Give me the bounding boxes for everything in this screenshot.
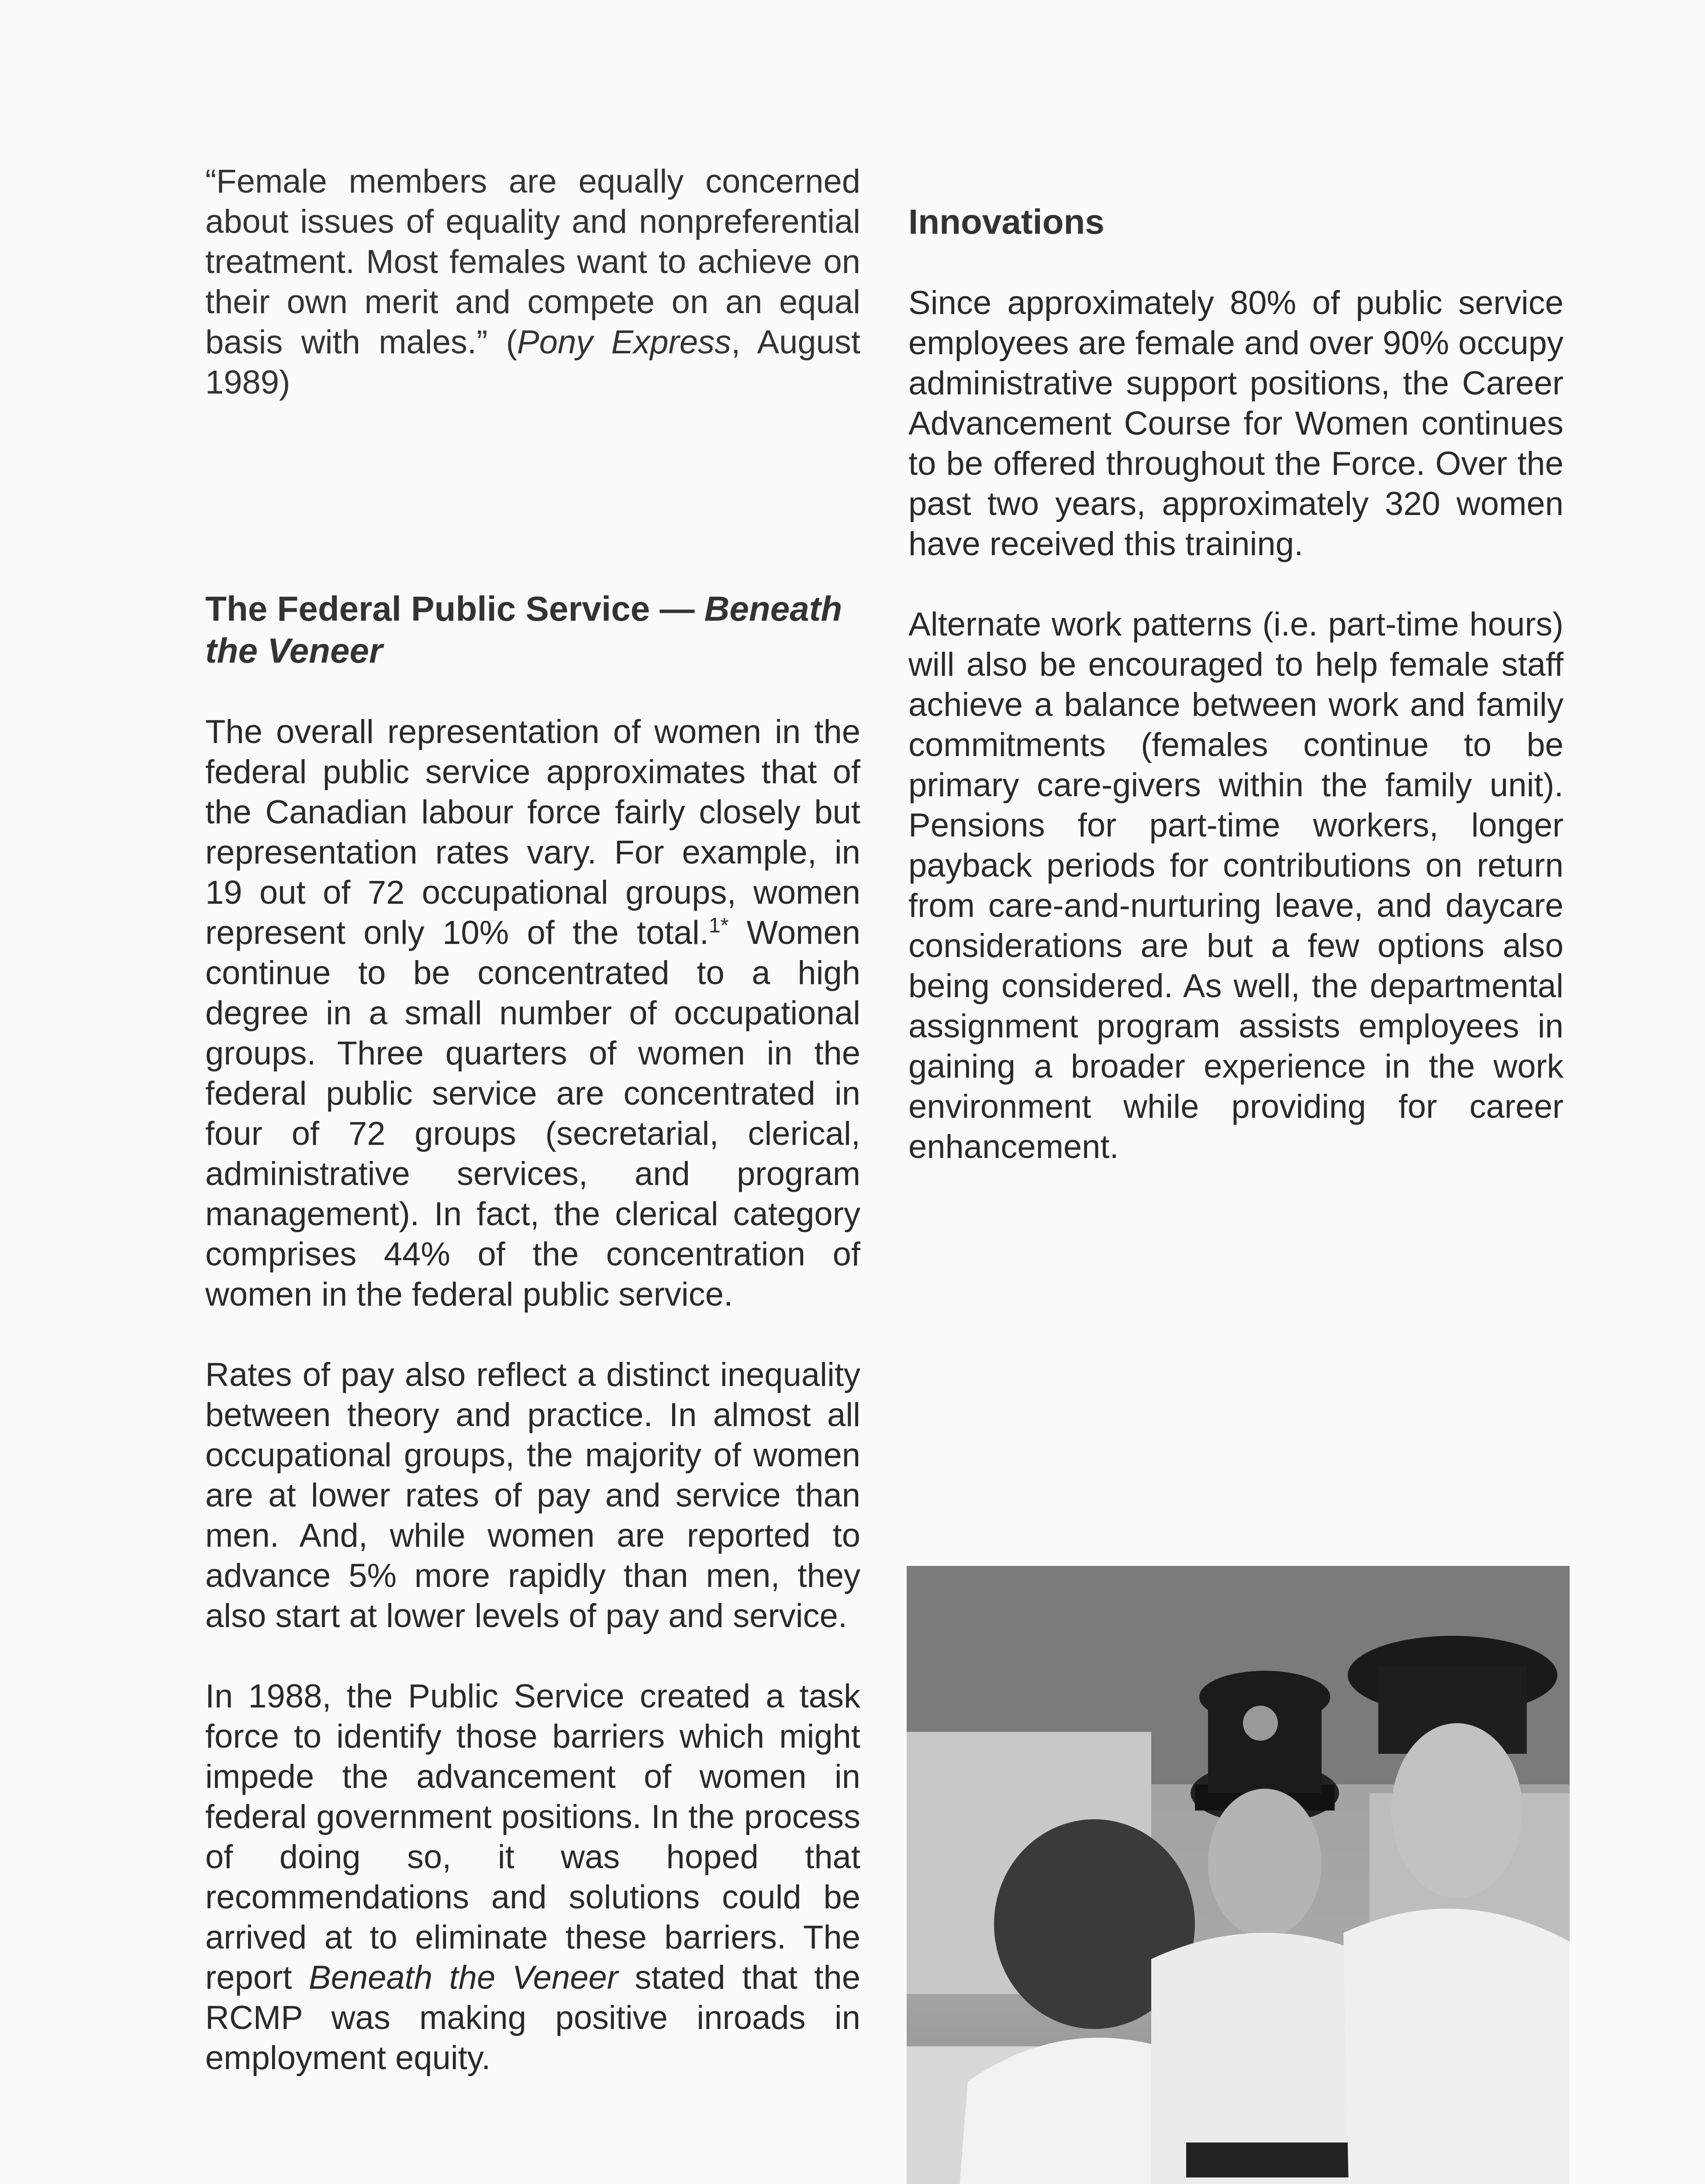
left-column: [205, 162, 860, 2078]
photo-illustration: [907, 1566, 1570, 2184]
footnote-marker: 1*: [708, 914, 729, 937]
section-heading-federal-public-service: The Federal Public Service — Beneath the Veneer: [205, 589, 842, 670]
paragraph-career-advancement: Since approximately 80% of public service employees are female and over 90% occupy administrative support positions, the Career Advancement Course for Women continues to be offered throughout the Force. Over the past two years, approximately 320 women have received this training.: [908, 284, 1563, 563]
section-heading-innovations: Innovations: [908, 202, 1104, 241]
pull-quote: “Female members are equally concerned about issues of equality and nonpreferential treatment. Most females want to achieve on their own merit and compete on an equal basis with males.” (Pony Express, August 1989): [205, 163, 860, 401]
paragraph-task-force: In 1988, the Public Service created a task force to identify those barriers which might impede the advancement of women in federal government positions. In the process of doing so, it was hoped that recommendations and solutions could be arrived at to eliminate these barriers. The report Beneath the Veneer stated that the RCMP was making positive inroads in employment equity.: [205, 1678, 860, 2077]
paragraph-alternate-work: Alternate work patterns (i.e. part-time hours) will also be encouraged to help female staff achieve a balance between work and family commitments (females continue to be primary care-givers within the family unit). Pensions for part-time workers, longer payback periods for contributions on return from care-and-nurturing leave, and daycare considerations are but a few options also being considered. As well, the departmental assignment program assists employees in gaining a broader experience in the work environment while providing for career enhancement.: [908, 606, 1563, 1165]
photo-officers-with-woman: [907, 1566, 1570, 2184]
right-column: [908, 201, 1563, 1167]
paragraph-rates-of-pay: Rates of pay also reflect a distinct inequality between theory and practice. In almost all occupational groups, the majority of women are at lower rates of pay and service than men. And, while women are reported to advance 5% more rapidly than men, they also start at lower levels of pay and service.: [205, 1356, 860, 1635]
report-title: Beneath the Veneer: [309, 1959, 618, 1996]
paragraph-representation: The overall representation of women in the federal public service approximates that of the Canadian labour force fairly closely but representation rates vary. For example, in 19 out of 72 occupational groups, women represent only 10% of the total.$^{1*}$ Women continue to be concentrated to a high degree in a small number of occupational groups. Three quarters of women in the federal public service are concentrated in four of 72 groups (secretarial, clerical, administrative services, and program management). In fact, the clerical category comprises 44% of the concentration of women in the federal public service.: [205, 713, 860, 1313]
quote-source-title: Pony Express: [517, 324, 732, 361]
